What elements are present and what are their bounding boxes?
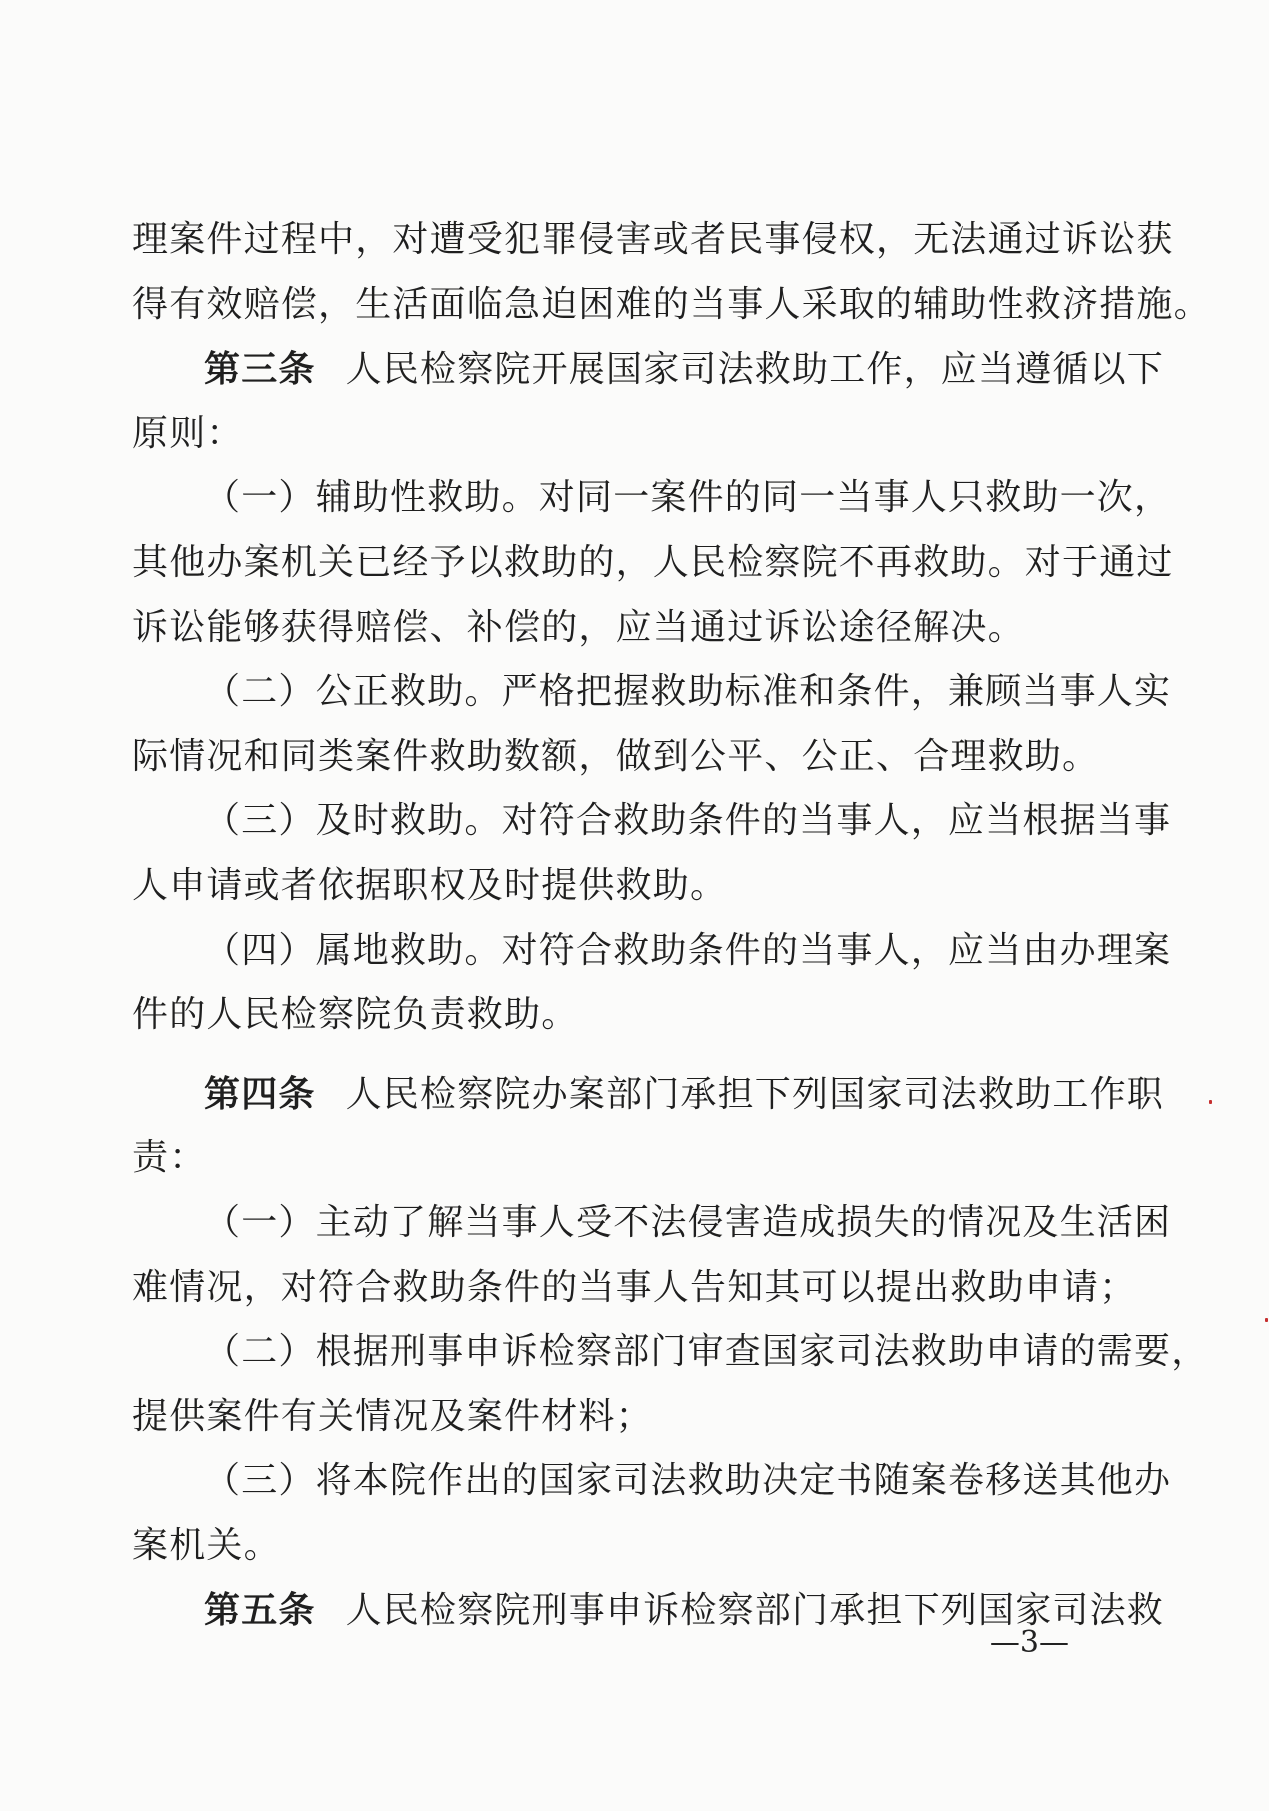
list-item-line: （一）辅助性救助。对同一案件的同一当事人只救助一次， bbox=[204, 477, 1172, 519]
list-item-line: （二）根据刑事申诉检察部门审查国家司法救助申请的需要， bbox=[204, 1331, 1209, 1373]
text-line: 难情况，对符合救助条件的当事人告知其可以提出救助申请； bbox=[132, 1266, 1137, 1308]
article-heading-line: 第三条 人民检察院开展国家司法救助工作，应当遵循以下 bbox=[204, 348, 1165, 391]
article-label: 第三条 bbox=[204, 348, 316, 391]
article-heading-line: 第五条 人民检察院刑事申诉检察部门承担下列国家司法救 bbox=[204, 1589, 1165, 1632]
text-line: 责： bbox=[132, 1137, 207, 1179]
text-line: 原则： bbox=[132, 412, 244, 454]
text-line: 际情况和同类案件救助数额，做到公平、公正、合理救助。 bbox=[132, 735, 1100, 777]
page-number: —3— bbox=[989, 1625, 1069, 1660]
text-line: 诉讼能够获得赔偿、补偿的，应当通过诉讼途径解决。 bbox=[132, 606, 1025, 648]
list-item-line: （三）及时救助。对符合救助条件的当事人，应当根据当事 bbox=[204, 800, 1172, 842]
text-line: 提供案件有关情况及案件材料； bbox=[132, 1395, 653, 1437]
document-body bbox=[132, 208, 1211, 1643]
article-label: 第五条 bbox=[204, 1589, 316, 1632]
text-line: 理案件过程中，对遭受犯罪侵害或者民事侵权，无法通过诉讼获 bbox=[132, 219, 1174, 260]
text-line: 得有效赔偿，生活面临急迫困难的当事人采取的辅助性救济措施。 bbox=[132, 283, 1211, 325]
article-heading-line: 第四条 人民检察院办案部门承担下列国家司法救助工作职 bbox=[204, 1072, 1165, 1115]
red-dot-mark bbox=[1265, 1318, 1268, 1322]
text-line: 人申请或者依据职权及时提供救助。 bbox=[132, 864, 728, 906]
list-item-line: （三）将本院作出的国家司法救助决定书随案卷移送其他办 bbox=[204, 1460, 1172, 1502]
red-dot-mark bbox=[1209, 1100, 1212, 1104]
list-item-line: （四）属地救助。对符合救助条件的当事人，应当由办理案 bbox=[204, 929, 1172, 971]
list-item-line: （二）公正救助。严格把握救助标准和条件，兼顾当事人实 bbox=[204, 671, 1172, 713]
text-line: 案机关。 bbox=[132, 1524, 281, 1566]
text-line: 件的人民检察院负责救助。 bbox=[132, 994, 579, 1036]
article-label: 第四条 bbox=[204, 1072, 316, 1115]
text-line: 其他办案机关已经予以救助的，人民检察院不再救助。对于通过 bbox=[132, 541, 1174, 583]
list-item-line: （一）主动了解当事人受不法侵害造成损失的情况及生活困 bbox=[204, 1201, 1172, 1243]
